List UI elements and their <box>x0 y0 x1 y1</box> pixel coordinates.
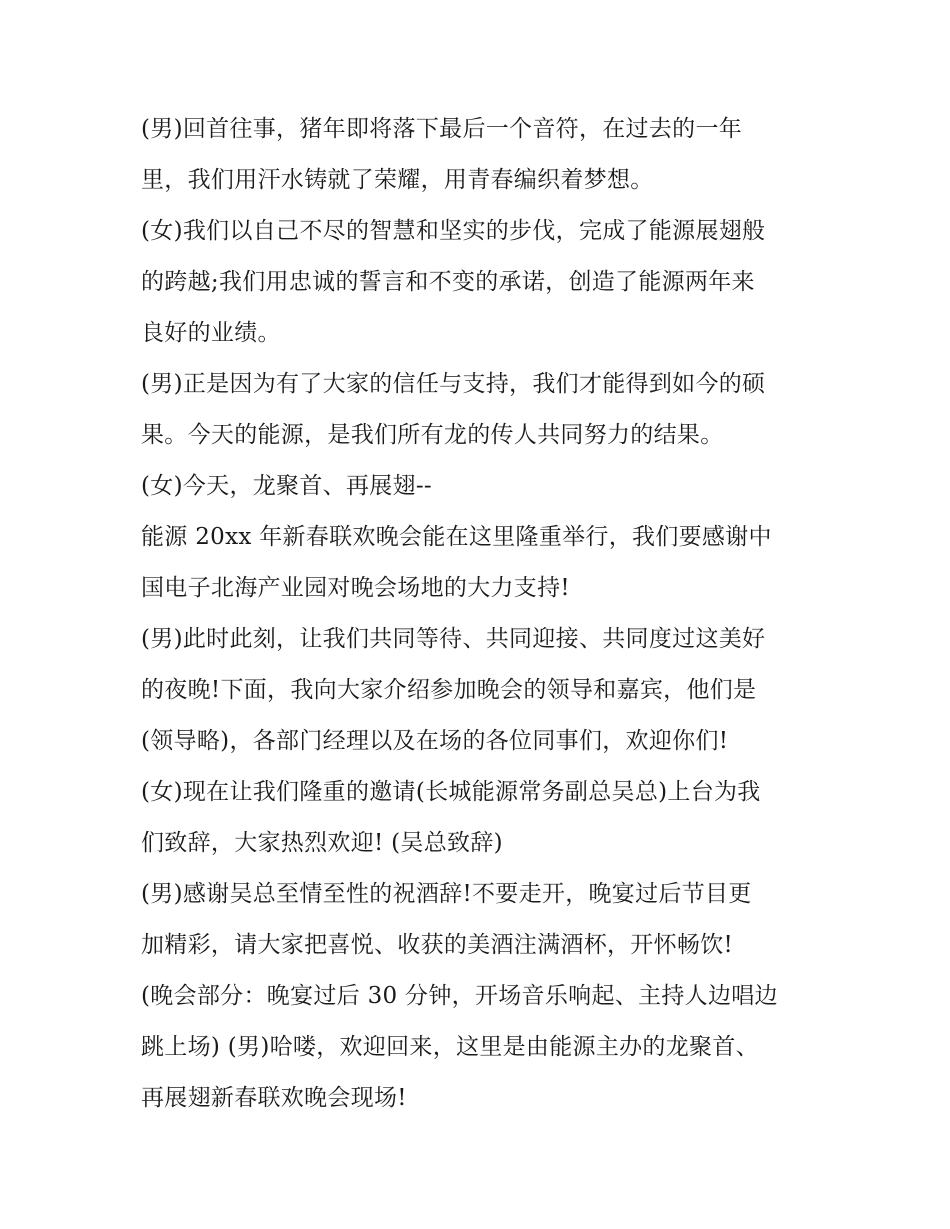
text-line: 里，我们用汗水铸就了荣耀，用青春编织着梦想。 <box>141 167 654 193</box>
text-line: (男)感谢吴总至情至性的祝酒辞!不要走开，晚宴过后节目更 <box>141 881 752 907</box>
text-line: (男)正是因为有了大家的信任与支持，我们才能得到如今的硕 <box>141 371 766 397</box>
text-line: (晚会部分：晚宴过后 30 分钟，开场音乐响起、主持人边唱边 <box>141 983 778 1009</box>
document-body <box>141 104 813 1124</box>
text-line: 国电子北海产业园对晚会场地的大力支持! <box>141 575 570 601</box>
text-line: 能源 20xx 年新春联欢晚会能在这里隆重举行，我们要感谢中 <box>141 524 772 550</box>
text-line: (男)回首往事，猪年即将落下最后一个音符，在过去的一年 <box>141 116 743 142</box>
text-line: (领导略)，各部门经理以及在场的各位同事们，欢迎你们! <box>141 728 729 754</box>
text-line: (女)我们以自己不尽的智慧和坚实的步伐，完成了能源展翅般 <box>141 218 766 244</box>
text-line: 良好的业绩。 <box>141 320 281 346</box>
text-line: 再展翅新春联欢晚会现场! <box>141 1085 407 1111</box>
text-line: (男)此时此刻，让我们共同等待、共同迎接、共同度过这美好 <box>141 626 766 652</box>
text-line: (女)今天，龙聚首、再展翅-- <box>141 473 432 499</box>
text-line: 的跨越;我们用忠诚的誓言和不变的承诺，创造了能源两年来 <box>141 269 755 295</box>
text-line: 跳上场) (男)哈喽，欢迎回来，这里是由能源主办的龙聚首、 <box>141 1034 759 1060</box>
text-line: 们致辞，大家热烈欢迎! (吴总致辞) <box>141 830 503 856</box>
text-line: 果。今天的能源，是我们所有龙的传人共同努力的结果。 <box>141 422 724 448</box>
text-line: 的夜晚!下面，我向大家介绍参加晚会的领导和嘉宾，他们是 <box>141 677 757 703</box>
text-line: 加精彩，请大家把喜悦、收获的美酒注满酒杯，开怀畅饮! <box>141 932 734 958</box>
text-line: (女)现在让我们隆重的邀请(长城能源常务副总吴总)上台为我 <box>141 779 761 805</box>
